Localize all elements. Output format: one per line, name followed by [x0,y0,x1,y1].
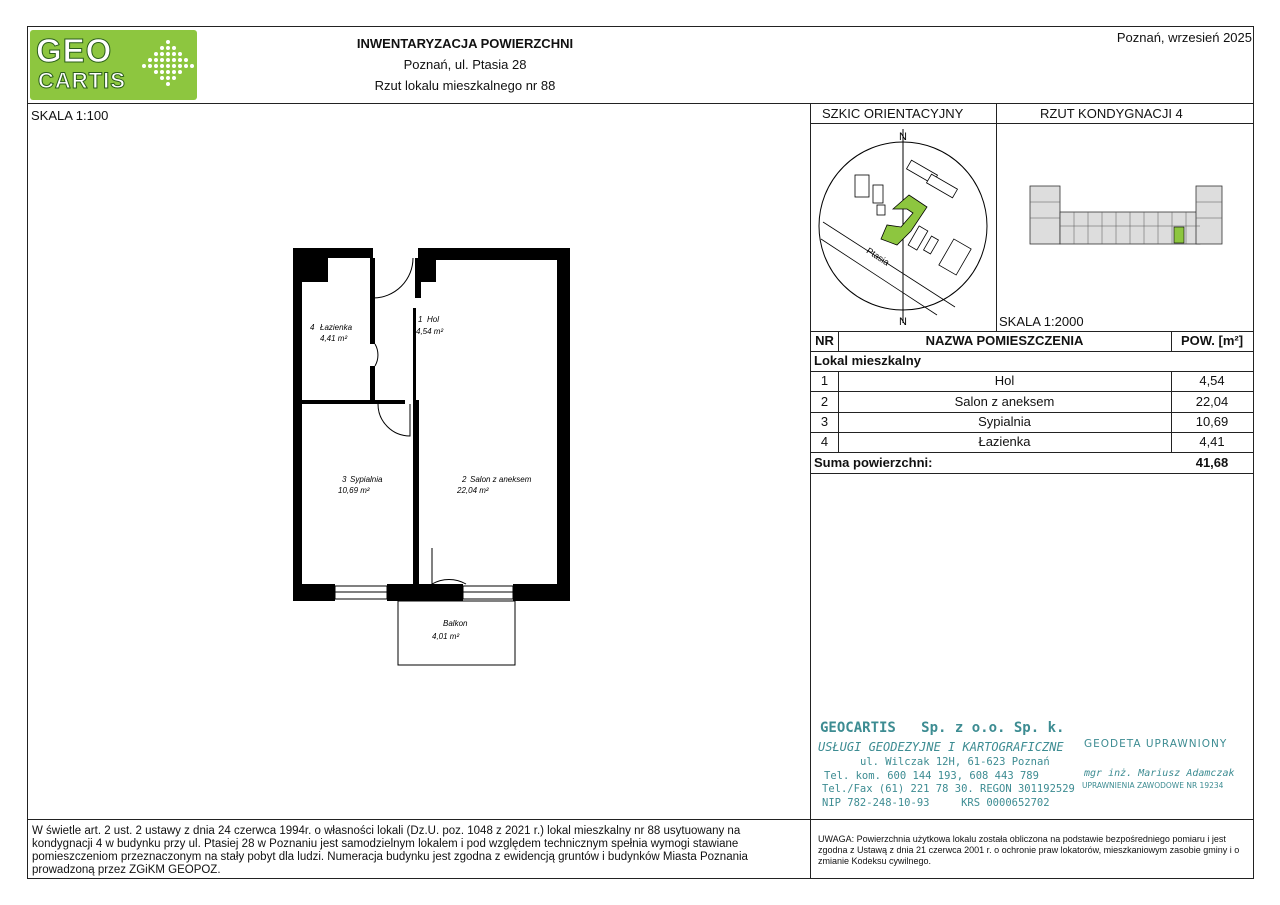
cell-nr: 4 [820,434,829,449]
floor-title: RZUT KONDYGNACJI 4 [1040,106,1183,121]
table-col-line [838,371,839,452]
floor-thumbnail [1028,182,1224,248]
table-bottom-border [810,473,1254,474]
area-note: UWAGA: Powierzchnia użytkowa lokalu została obliczona na podstawie bezpośredniego pomiaru i jest zgodna z Ustawą z dnia 21 czerwca 2001 r. o ochronie praw lokatorów, mieszkaniowym zasobie gminy i o zmianie Kodeksu cywilnego. [818,834,1240,866]
stamp-phone: Tel. kom. 600 144 193, 608 443 789 [824,770,1039,782]
cell-name: Hol [994,373,1015,388]
header-divider [27,103,1254,104]
stamp-surveyor-name: mgr inż. Mariusz Adamczak [1084,768,1235,779]
cell-nr: 1 [820,373,829,388]
room-nr-lazienka: 4 [310,323,315,332]
room-area-salon: 22,04 m² [457,486,489,495]
table-col-line [1171,371,1172,452]
room-label-hol: Hol [427,315,440,324]
logo-text-geo: GEO [36,32,113,69]
cell-area: 4,54 [1199,373,1225,388]
room-nr-sypialnia: 3 [342,475,347,484]
plan-scale: SKALA 1:100 [31,108,109,123]
cell-area: 4,41 [1199,434,1225,449]
footer-divider [27,819,1254,820]
table-row [811,392,1253,412]
room-area-lazienka: 4,41 m² [320,334,348,343]
orientation-map [815,127,993,327]
table-row [811,371,1253,391]
room-area-hol: 4,54 m² [416,327,444,336]
table-header-border [810,351,1254,352]
table-header-row [811,331,1253,351]
room-area-balkon: 4,01 m² [432,632,460,641]
cell-area: 22,04 [1195,394,1229,409]
col-header-name: NAZWA POMIESZCZENIA [925,333,1084,348]
apartment-floor-plan [280,240,580,670]
orientation-title: SZKIC ORIENTACYJNY [822,106,964,121]
table-col-line [838,331,839,351]
right-header-divider [810,123,1254,124]
room-area-sypialnia: 10,69 m² [338,486,370,495]
selected-apartment-thumb [1174,227,1184,243]
sketch-divider [996,103,997,331]
floor-scale: SKALA 1:2000 [999,314,1084,329]
room-nr-hol: 1 [418,315,423,324]
cell-name: Łazienka [978,434,1031,449]
cell-nr: 3 [820,414,829,429]
cell-area: 10,69 [1195,414,1229,429]
document-title: INWENTARYZACJA POWIERZCHNI [356,36,574,51]
table-group-label: Lokal mieszkalny [814,353,921,368]
street-label: Ptasia [864,245,892,268]
north-label-top: N [899,131,907,143]
stamp-fax: Tel./Fax (61) 221 78 30. REGON 301192529 [822,783,1075,795]
cell-nr: 2 [820,394,829,409]
room-label-lazienka: Łazienka [320,323,353,332]
room-label-balkon: Balkon [443,619,468,628]
logo-text-cartis: CARTIS [38,68,126,93]
document-address: Poznań, ul. Ptasia 28 [403,57,527,72]
room-label-sypialnia: Sypialnia [350,475,383,484]
stamp-ids: NIP 782-248-10-93 KRS 0000652702 [822,797,1050,809]
stamp-services: USŁUGI GEODEZYJNE I KARTOGRAFICZNE [818,740,1064,754]
col-header-nr: NR [815,333,834,348]
room-label-salon: Salon z aneksem [470,475,532,484]
document-date: Poznań, wrzesień 2025 [1116,30,1252,45]
stamp-company: GEOCARTIS Sp. z o.o. Sp. k. [820,720,1065,736]
document-subtitle: Rzut lokalu mieszkalnego nr 88 [374,78,556,93]
stamp-surveyor-title: GEODETA UPRAWNIONY [1084,738,1228,750]
table-col-line [1171,331,1172,351]
geocartis-logo [30,30,197,100]
room-nr-salon: 2 [462,475,467,484]
stamp-license: UPRAWNIENIA ZAWODOWE NR 19234 [1082,781,1224,790]
col-header-area: POW. [m²] [1180,333,1244,348]
logo-dots-icon [142,38,194,92]
cell-name: Sypialnia [978,414,1031,429]
table-row [811,432,1253,452]
stamp-address: ul. Wilczak 12H, 61-623 Poznań [860,756,1050,768]
sum-value: 41,68 [1195,455,1229,470]
footer-split [810,819,811,879]
table-sum-row [811,453,1253,473]
table-row [811,412,1253,432]
legal-statement: W świetle art. 2 ust. 2 ustawy z dnia 24 czerwca 1994r. o własności lokali (Dz.U. poz. 1048 z 2021 r.) lokal mieszkalny nr 88 usytuowany na kondygnacji 4 w budynku przy ul. Ptasiej 28 w Poznaniu jest samodzielnym lokalem i pod względem technicznym spełnia wymogi stawiane pomieszczeniom przeznaczonym na stały pobyt dla ludzi. Numeracja budynku jest zgodna z ewidencją gruntów i budynków Miasta Poznania prowadzoną przez ZGiKM GEOPOZ. [32,825,748,876]
sum-label: Suma powierzchni: [814,455,933,470]
north-label-bottom: N [899,316,907,327]
cell-name: Salon z aneksem [954,394,1055,409]
